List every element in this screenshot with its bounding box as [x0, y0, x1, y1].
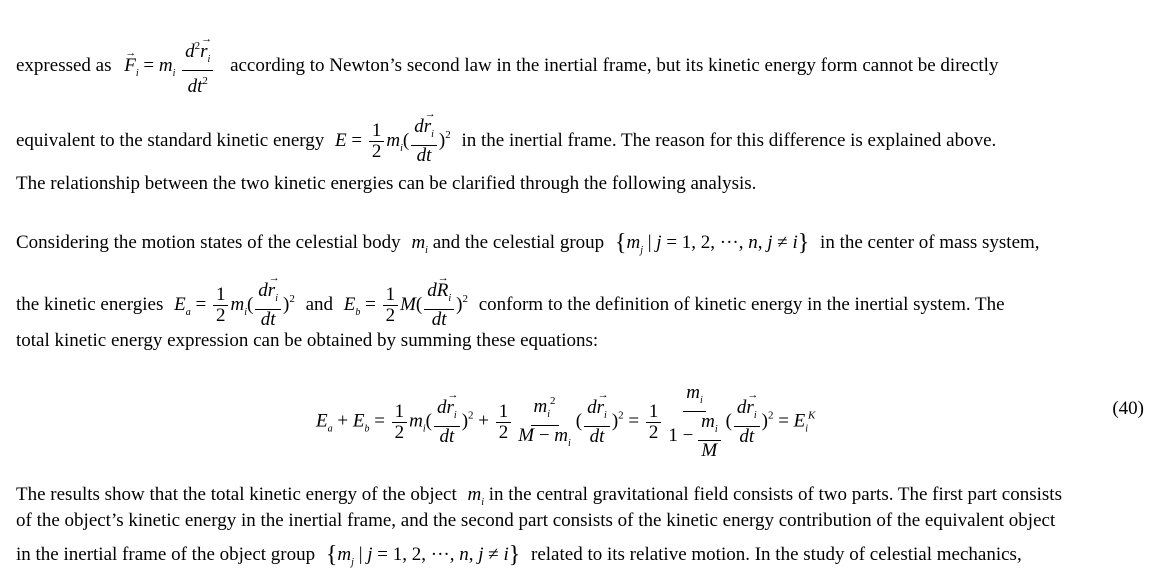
text-line-4	[16, 232, 1040, 262]
line7-prefix: The results show that the total kinetic energy of the object	[16, 484, 457, 505]
force-formula: → $F_i = m_i$ $\frac{d^2\to r_i}{dt^2}$	[124, 55, 220, 76]
text-line-1	[16, 36, 998, 97]
text-line-2	[16, 117, 996, 166]
line7-suffix: in the central gravitational field consists of two parts. The first part consists	[488, 484, 1062, 505]
ea-formula: $E_a$ = $\frac{1}{2}$ $m_i$( $\frac{d\to r_i}{dt}$ )$^2$	[174, 294, 299, 315]
eb-formula: $E_b$ = $\frac{1}{2}$ M( $\frac{d\to R_i}{dt}$ )$^2$	[344, 294, 473, 315]
line4-suffix: in the center of mass system,	[820, 232, 1040, 253]
mi-symbol-2: $m_i$	[467, 484, 485, 508]
text-line-6	[16, 330, 598, 352]
group-set-formula-2: {$m_j$ | j = 1, 2, ···, n, j ≠ i}	[325, 542, 521, 568]
line1-prefix: expressed as	[16, 54, 112, 76]
line2-suffix: in the inertial frame. The reason for this difference is explained above.	[461, 129, 997, 151]
line2-prefix: equivalent to the standard kinetic energy	[16, 129, 325, 151]
line1-suffix: according to Newton’s second law in the inertial frame, but its kinetic energy form cannot be directly	[230, 54, 999, 76]
line5-prefix: the kinetic energies	[16, 293, 164, 315]
text-line-3	[16, 173, 756, 195]
line4-mid: and the celestial group	[432, 232, 605, 253]
line9-prefix: in the inertial frame of the object group	[16, 544, 316, 565]
text-line-9	[16, 544, 1022, 574]
line3: The relationship between the two kinetic energies can be clarified through the following analysis.	[16, 173, 757, 194]
line5-suffix: conform to the definition of kinetic energy in the inertial system. The	[478, 293, 1005, 315]
equation-number: (40)	[1112, 398, 1144, 419]
line5-mid: and	[305, 293, 333, 315]
line6: total kinetic energy expression can be obtained by summing these equations:	[16, 330, 599, 351]
text-line-8	[16, 510, 1055, 532]
standard-ke-formula: E = $\frac{1}{2}$ $m_i$( $\frac{d\to r_i}{dt}$ )$^2$	[335, 130, 455, 151]
line4-prefix: Considering the motion states of the celestial body	[16, 232, 401, 253]
group-set-formula: {$m_j$ | j = 1, 2, ···, n, j ≠ i}	[614, 230, 810, 256]
equation-40: $E_a + E_b$ = $\frac{1}{2}$ $m_i$( $\frac{d\to r_i}{dt}$ )$^2$ + $\frac{1}{2}$ $\frac{m_i^2}{M - m_i}$ ( $\frac{d\to r_i}{dt}$ )$^2$ = $\frac{1}{2}$ $m_i$ 1 − $\frac{m_i}{M}$ ( $\frac{d\to r_i}{dt}$ )$^2 = E_i^K$	[316, 383, 815, 461]
line8: of the object’s kinetic energy in the inertial frame, and the second part consists of the kinetic energy contribution of the equivalent object	[16, 510, 1056, 531]
line9-suffix: related to its relative motion. In the study of celestial mechanics,	[531, 544, 1022, 565]
text-line-5	[16, 281, 1005, 330]
mi-symbol: $m_i$	[411, 232, 428, 256]
